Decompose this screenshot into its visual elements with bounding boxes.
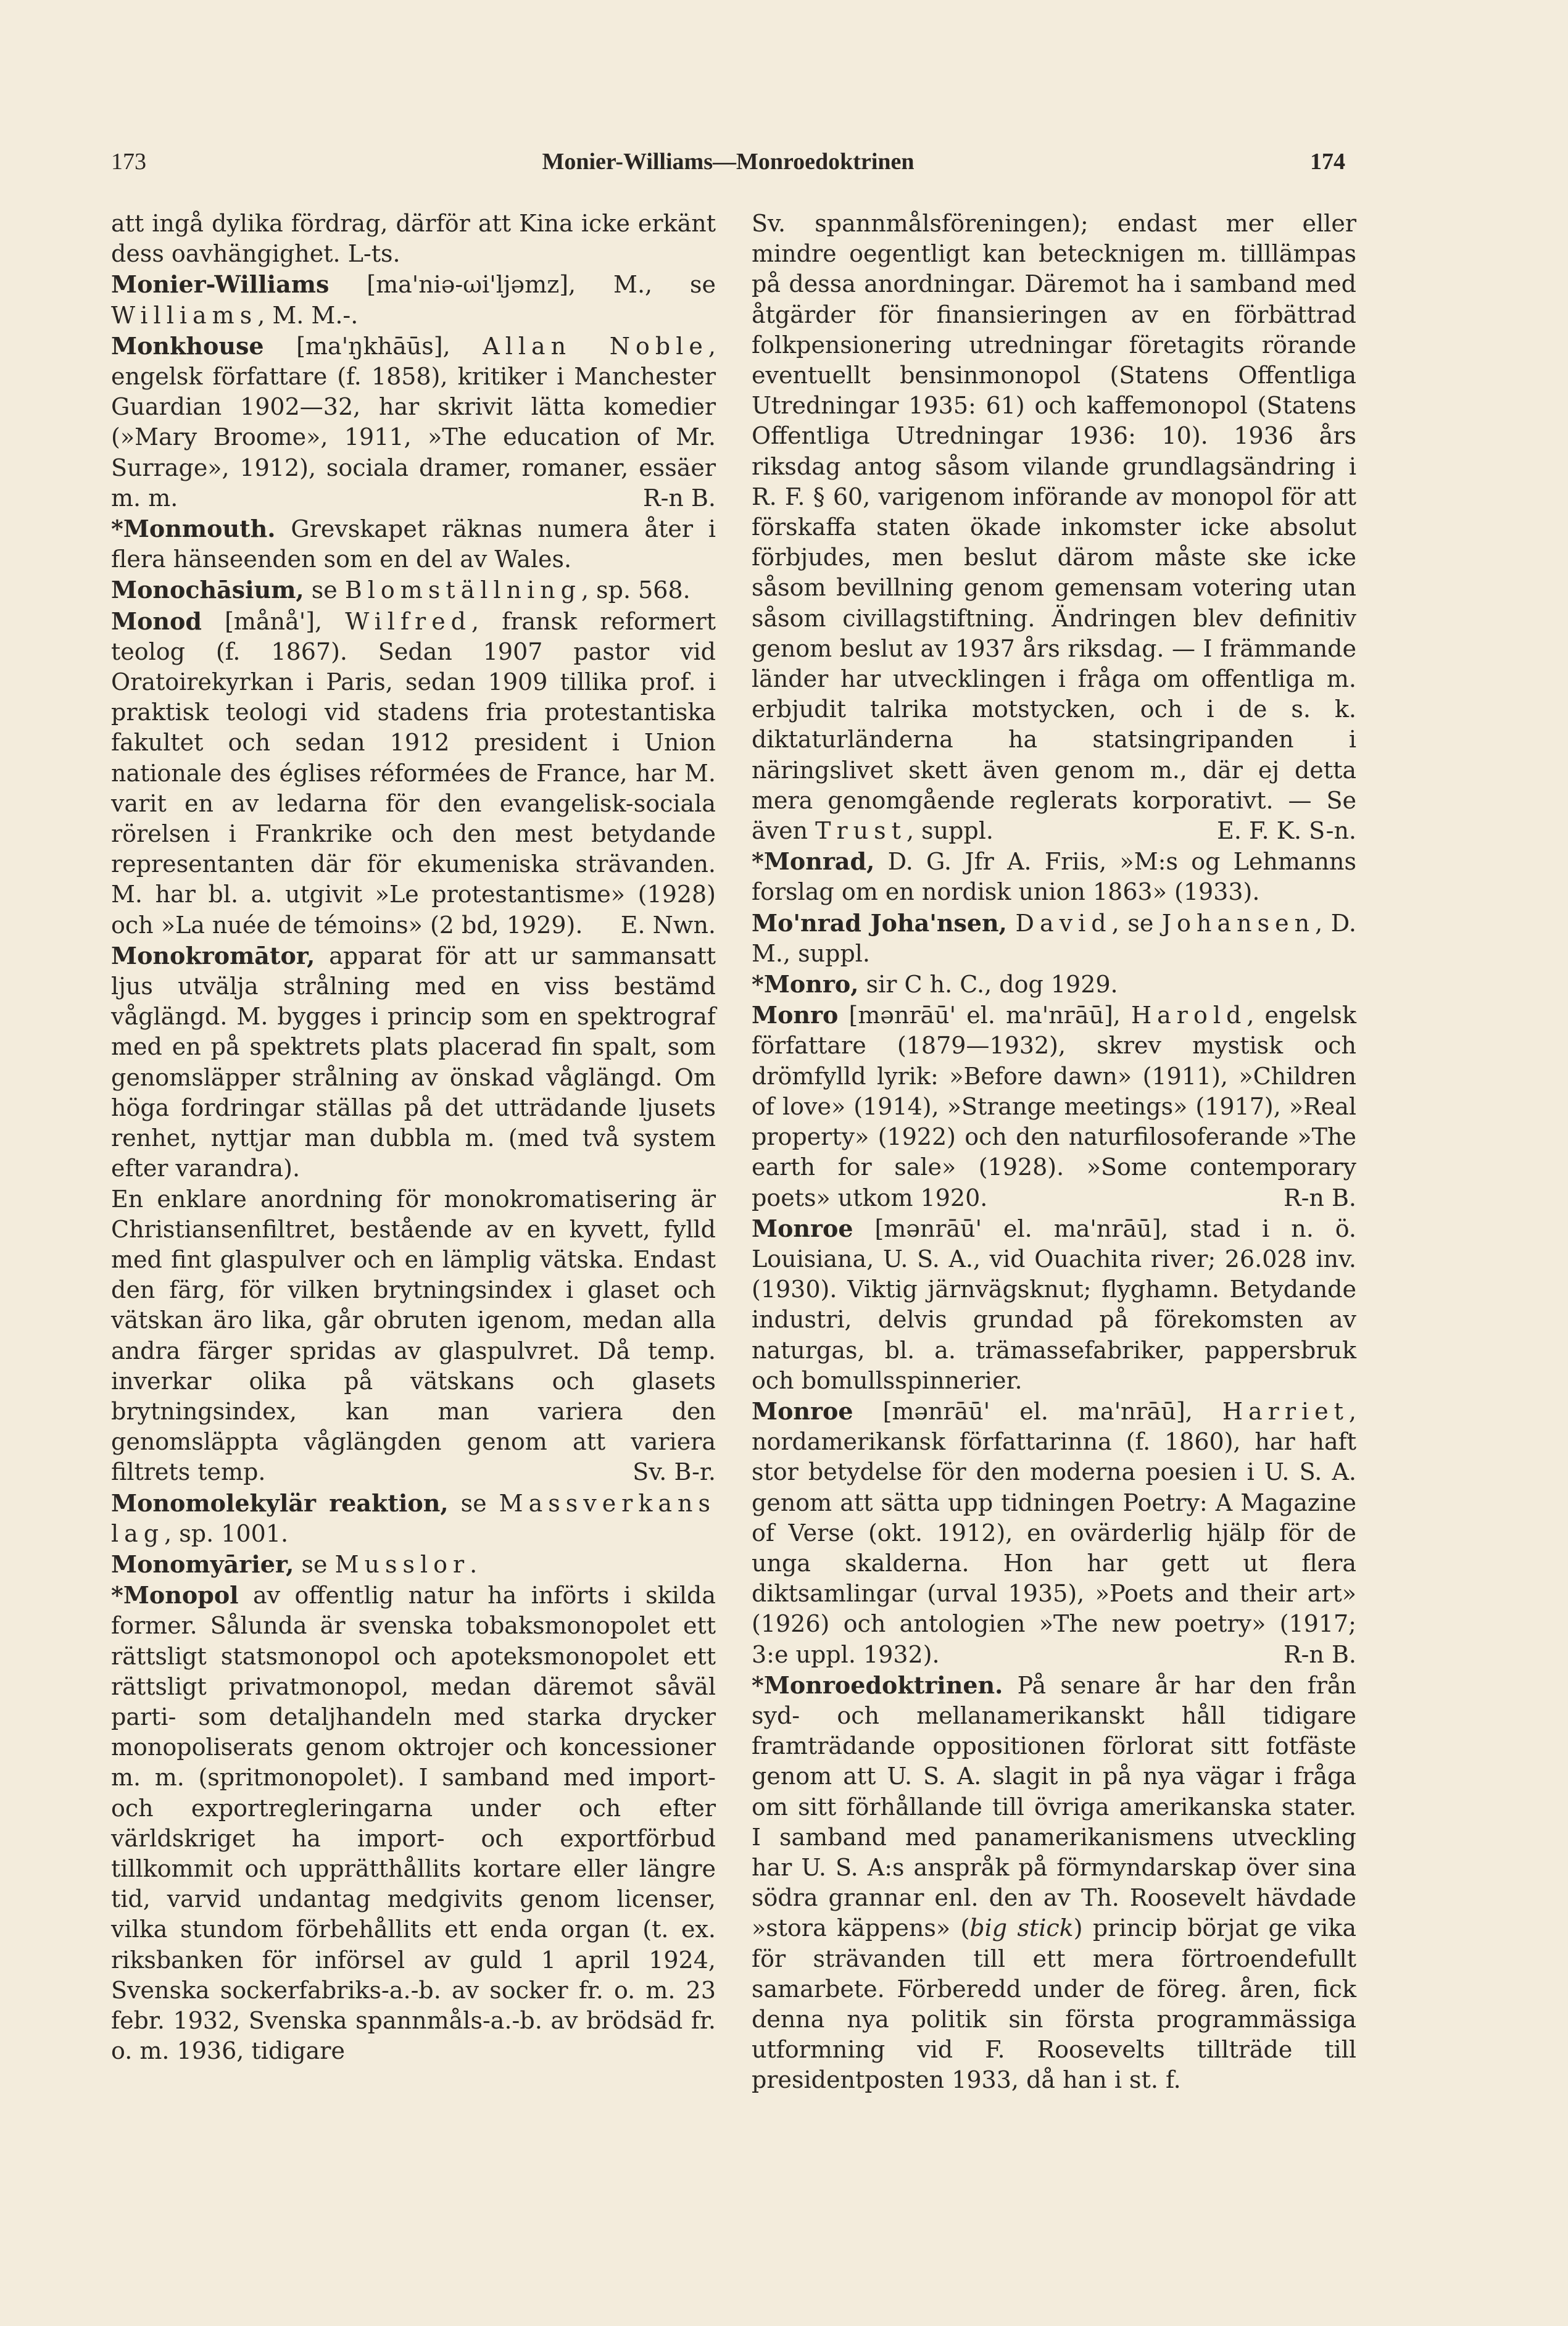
spaced-name: David: [1015, 909, 1112, 937]
entry-text: , M. M.-.: [257, 301, 359, 329]
entry: [111, 606, 716, 941]
entry: [752, 846, 1356, 907]
entry: [111, 513, 716, 575]
entry: [111, 331, 716, 513]
entry: [111, 575, 716, 605]
entry-headword: Monroe: [752, 1397, 853, 1425]
entry: [111, 1549, 716, 1580]
spaced-name: Wilfred: [345, 607, 472, 635]
entry-headword: Monier-Williams: [111, 270, 330, 299]
author-signature: E. Nwn.: [620, 911, 716, 939]
author-signature: E. F. K. S-n.: [1217, 817, 1356, 845]
entry: [111, 209, 716, 269]
entry-text: ) princip börjat ge vika för strävanden till ett mera förtroendefullt samarbete. Förberedd under de föreg. åren, fick denna nya politik sin första programmässiga utformning vid F. Roosevelts tillträde till presidentposten 1933, då han i st. f.: [752, 1914, 1356, 2094]
page-number-right: 174: [1310, 149, 1345, 175]
entry-headword: *Monrad,: [752, 847, 875, 876]
spaced-name: Harold: [1131, 1002, 1247, 1029]
entry-text: , nordamerikansk författarinna (f. 1860), har haft stor betydelse för den moderna poesien i U. S. A. genom att sätta upp tidningen Poetry: A Magazine of Verse (okt. 1912), en ovärderlig hjälp för de unga skalderna. Hon har gett ut flera diktsamlingar (urval 1935), »Poets and their art» (1926) och antologien »The new poetry» (1917; 3:e uppl. 1932).: [752, 1397, 1356, 1668]
entry: [752, 1396, 1356, 1670]
entry: [752, 969, 1356, 1000]
entry-text: , fransk reformert teolog (f. 1867). Sedan 1907 pastor vid Oratoirekyrkan i Paris, sedan 1909 tillika prof. i praktisk teologi vid stadens fria protestantiska fakultet och sedan 1912 president i Union nationale des églises réformées de France, har M. varit en av ledarna för den evangelisk-sociala rörelsen i Frankrike och den mest betydande representanten där för ekumeniska strävanden. M. har bl. a. utgivit »Le protestantisme» (1928) och »La nuée de témoins» (2 bd, 1929).: [111, 607, 716, 939]
entry: [752, 209, 1356, 846]
entry-text: att ingå dylika fördrag, därför att Kina icke erkänt dess oavhängighet. L-ts.: [111, 210, 716, 268]
entry-text: .: [470, 1550, 478, 1578]
entry-headword: Monochāsium,: [111, 576, 304, 604]
spaced-name: Allan Noble: [483, 332, 708, 360]
spaced-name: Musslor: [334, 1550, 470, 1578]
entry-headword: Mo'nrad Joha'nsen,: [752, 908, 1007, 937]
entry-text: , engelsk författare (1879—1932), skrev mystisk och drömfylld lyrik: »Before dawn» (1911), »Children of love» (1914), »Strange meetings» (1917), »Real property» (1922) och den naturfilosoferande »The earth for sale» (1928). »Some contemporary poets» utkom 1920.: [752, 1002, 1356, 1211]
entry-text: , sp. 1001.: [164, 1519, 289, 1547]
entry-headword: Monomolekylär reaktion,: [111, 1489, 449, 1517]
author-signature: R-n B.: [1283, 1640, 1356, 1668]
entry: [111, 941, 716, 1184]
entry-text: [mənrāū' el. ma'nrāū],: [853, 1397, 1222, 1425]
left-column: [111, 209, 716, 2066]
entry-text: Grevskapet räknas numera åter i flera hänseenden som en del av Wales.: [111, 515, 716, 573]
spaced-name: Trust: [815, 817, 906, 845]
author-signature: R-n B.: [642, 484, 716, 512]
entry-headword: *Monmouth.: [111, 515, 276, 543]
entry-text: [mənrāū' el. ma'nrāū], stad i n. ö. Louisiana, U. S. A., vid Ouachita river; 26.028 inv. (1930). Viktig järnvägsknut; flyghamn. Betydande industri, delvis grundad på förekomsten av naturgas, bl. a. trämassefabriker, pappersbruk och bomullsspinnerier.: [752, 1215, 1356, 1394]
entry-text: En enklare anordning för monokromatisering är Christiansenfiltret, bestående av en kyvett, fylld med fint glaspulver och en lämplig vätska. Endast den färg, för vilken brytningsindex i glaset och vätskan äro lika, går obruten igenom, medan alla andra färger spridas av glaspulvret. Då temp. inverkar olika på vätskans och glasets brytningsindex, kan man variera den genomsläppta våglängden genom att variera filtrets temp.: [111, 1185, 716, 1486]
entry-text: [ma'niə-ωi'ljəmz], M., se: [329, 271, 716, 299]
right-column: [752, 209, 1356, 2096]
entry: [111, 1488, 716, 1549]
page-header: [111, 148, 1345, 185]
entry-text: apparat för att ur sammansatt ljus utvälja strålning med en viss bestämd våglängd. M. bygges i princip som en spektrograf med en på spektrets plats placerad fin spalt, som genomsläpper strålning av önskad våglängd. Om höga fordringar ställas på det utträdande ljusets renhet, nyttjar man dubbla m. (med två system efter varandra).: [111, 942, 716, 1182]
entry-text: se: [304, 576, 345, 604]
entry-text: , D. M., suppl.: [752, 909, 1356, 967]
entry: [111, 269, 716, 330]
entry-text: [1007, 910, 1016, 937]
entry: [752, 1000, 1356, 1213]
entry-headword: Monkhouse: [111, 331, 264, 360]
entry-headword: *Monroedoktrinen.: [752, 1671, 1003, 1699]
running-title: Monier-Williams—Monroedoktrinen: [542, 149, 915, 175]
entry-text: sir C h. C., dog 1929.: [858, 971, 1118, 999]
entry-headword: Monro: [752, 1001, 839, 1029]
entry-headword: *Monopol: [111, 1581, 239, 1610]
author-signature: Sv. B-r.: [633, 1458, 716, 1486]
entry: [752, 1213, 1356, 1396]
entry-text: På senare år har den från syd- och mellanamerikanskt håll tidigare framträdande oppositionen förlorat sitt fotfäste genom att U. S. A. slagit in på nya vägar i fråga om sitt förhållande till övriga amerikanska stater. I samband med panamerikanismens utveckling har U. S. A:s anspråk på förmyndarskap över sina södra grannar enl. den av Th. Roosevelt hävdade »stora käppens» (: [752, 1671, 1356, 1942]
italic-term: big stick: [969, 1914, 1074, 1942]
entry-text: D. G. Jfr A. Friis, »M:s og Lehmanns forslag om en nordisk union 1863» (1933).: [752, 848, 1356, 906]
spaced-name: Johansen: [1161, 909, 1316, 937]
entry-text: se: [448, 1489, 499, 1517]
entry-text: , se: [1111, 909, 1162, 937]
entry-text: Sv. spannmålsföreningen); endast mer eller mindre oegentligt kan betecknigen m. tilllämpas på dessa anordningar. Däremot ha i samband med åtgärder för finansieringen av en förbättrad folkpensionering utredningar företagits rörande eventuellt bensinmonopol (Statens Offentliga Utredningar 1935: 61) och kaffemonopol (Statens Offentliga Utredningar 1936: 10). 1936 års riksdag antog såsom vilande grundlagsändring i R. F. § 60, varigenom införande av monopol för att förskaffa staten ökade inkomster icke absolut förbjudes, men beslut därom måste ske icke såsom bevillning genom gemensam votering utan såsom civillagstiftning. Ändringen blev definitiv genom beslut av 1937 års riksdag. — I främmande länder har utvecklingen i fråga om offentliga m. erbjudit talrika motstycken, och i de s. k. diktaturländerna ha statsingripanden i näringslivet skett även genom m., där ej detta mera genomgående reglerats korporativt. — Se även: [752, 210, 1356, 845]
entry: [111, 1580, 716, 2066]
page-number-left: 173: [111, 149, 146, 175]
entry-text: [månå'],: [201, 607, 346, 635]
entry: [111, 1184, 716, 1488]
entry-text: , engelsk författare (f. 1858), kritiker i Manchester Guardian 1902—32, har skrivit lätta komedier (»Mary Broome», 1911, »The education of Mr. Surrage», 1912), sociala dramer, romaner, essäer m. m.: [111, 332, 716, 512]
entry: [752, 908, 1356, 969]
entry-headword: *Monro,: [752, 970, 859, 999]
entry-headword: Monod: [111, 607, 202, 635]
spaced-name: Massverkans lag: [111, 1489, 716, 1547]
entry-text: av offentlig natur ha införts i skilda former. Sålunda är svenska tobaksmonopolet ett rättsligt statsmonopol och apoteksmonopolet ett rättsligt privatmonopol, medan däremot såväl parti- som detaljhandeln med starka drycker monopoliserats genom oktrojer och koncessioner m. m. (spritmonopolet). I samband med import- och exportregleringarna under och efter världskriget ha import- och exportförbud tillkommit och upprätthållits kortare eller längre tid, varvid undantag medgivits genom licenser, vilka stundom förbehållits ett enda organ (t. ex. riksbanken för införsel av guld 1 april 1924, Svenska sockerfabriks-a.-b. av socker fr. o. m. 23 febr. 1932, Svenska spannmåls-a.-b. av brödsäd fr. o. m. 1936, tidigare: [111, 1582, 716, 2065]
author-signature: R-n B.: [1283, 1184, 1356, 1211]
entry-text: [ma'ŋkhāūs],: [263, 332, 483, 360]
spaced-name: Williams: [111, 301, 258, 329]
entry-headword: Monomyārier,: [111, 1550, 294, 1578]
entry-headword: Monokromātor,: [111, 941, 315, 970]
entry-text: se: [294, 1550, 335, 1578]
entry: [752, 1670, 1356, 2096]
spaced-name: Blomställning: [344, 576, 581, 604]
entry-text: [mənrāū' el. ma'nrāū],: [838, 1002, 1131, 1029]
entry-text: , suppl.: [906, 817, 993, 845]
spaced-name: Harriet: [1222, 1397, 1349, 1425]
entry-text: , sp. 568.: [581, 576, 691, 604]
entry-headword: Monroe: [752, 1214, 853, 1242]
